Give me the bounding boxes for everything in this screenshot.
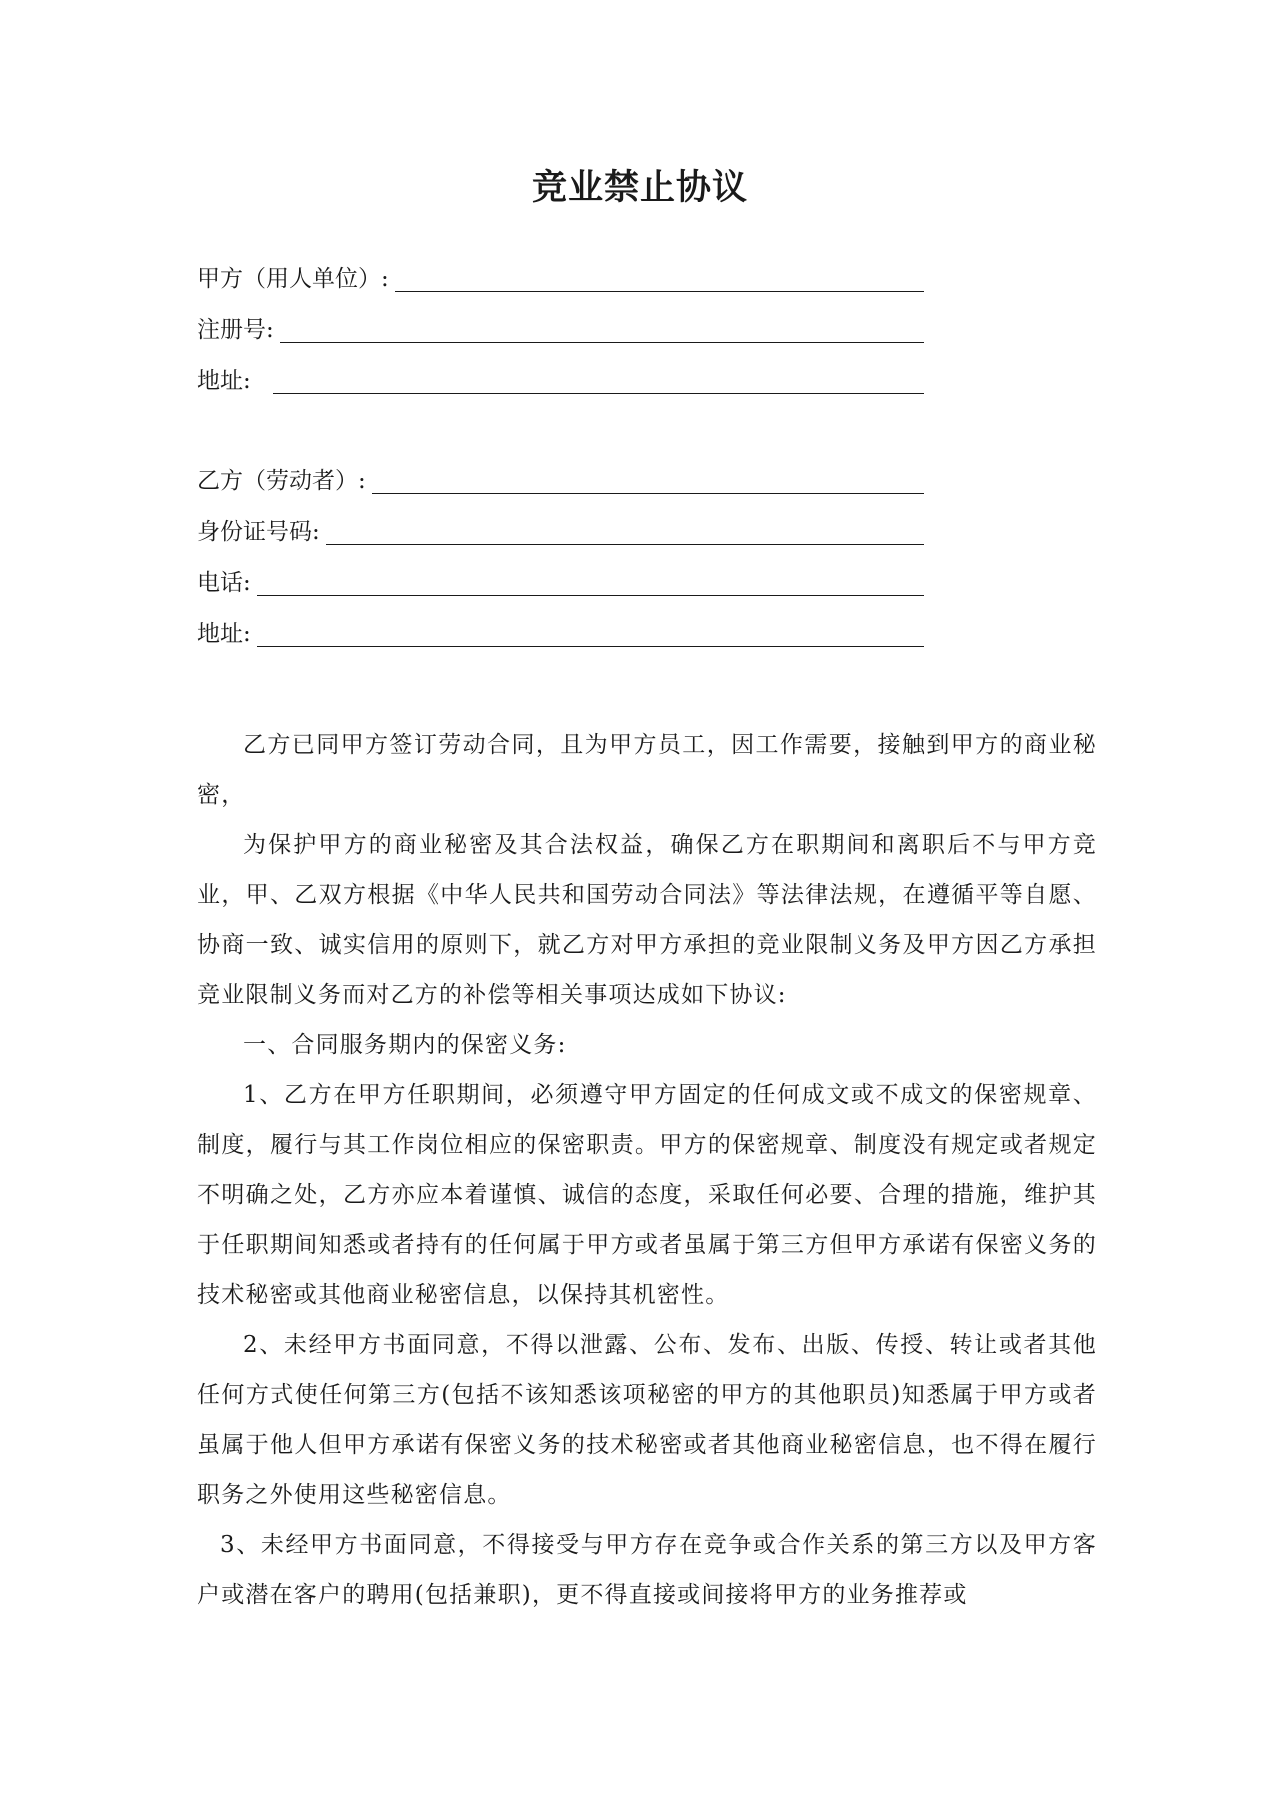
party-a-address-label: 地址:	[197, 368, 251, 394]
party-a-registration-blank[interactable]	[280, 342, 924, 343]
party-a-name-label: 甲方（用人单位）:	[197, 266, 389, 292]
party-a-address-field[interactable]	[197, 364, 924, 398]
party-b-address-field[interactable]	[197, 617, 924, 651]
clause-3-paragraph: 3、未经甲方书面同意，不得接受与甲方存在竞争或合作关系的第三方以及甲方客户或潜在客户的聘用(包括兼职)，更不得直接或间接将甲方的业务推荐或	[197, 1532, 1097, 1608]
party-b-name-label: 乙方（劳动者）:	[197, 468, 366, 494]
party-a-registration-field[interactable]	[197, 313, 924, 347]
clause-1-paragraph: 1、乙方在甲方任职期间，必须遵守甲方固定的任何成文或不成文的保密规章、制度，履行与其工作岗位相应的保密职责。甲方的保密规章、制度没有规定或者规定不明确之处，乙方亦应本着谨慎、诚信的态度，采取任何必要、合理的措施，维护其于任职期间知悉或者持有的任何属于甲方或者虽属于第三方但甲方承诺有保密义务的技术秘密或其他商业秘密信息，以保持其机密性。	[197, 1082, 1097, 1308]
party-b-name-field[interactable]	[197, 464, 924, 498]
purpose-paragraph: 为保护甲方的商业秘密及其合法权益，确保乙方在职期间和离职后不与甲方竞业，甲、乙双方根据《中华人民共和国劳动合同法》等法律法规，在遵循平等自愿、协商一致、诚实信用的原则下，就乙方对甲方承担的竞业限制义务及甲方因乙方承担竞业限制义务而对乙方的补偿等相关事项达成如下协议:	[197, 832, 1097, 1008]
intro-paragraph: 乙方已同甲方签订劳动合同，且为甲方员工，因工作需要，接触到甲方的商业秘密，	[197, 732, 1097, 808]
party-a-registration-label: 注册号:	[197, 317, 274, 343]
party-b-phone-field[interactable]	[197, 566, 924, 600]
party-b-address-label: 地址:	[197, 621, 251, 647]
party-a-name-field[interactable]	[197, 262, 924, 296]
party-b-phone-blank[interactable]	[257, 595, 924, 596]
clause-2-paragraph: 2、未经甲方书面同意，不得以泄露、公布、发布、出版、传授、转让或者其他任何方式使任何第三方(包括不该知悉该项秘密的甲方的其他职员)知悉属于甲方或者虽属于他人但甲方承诺有保密义务的技术秘密或者其他商业秘密信息，也不得在履行职务之外使用这些秘密信息。	[197, 1332, 1097, 1508]
party-b-id-blank[interactable]	[326, 544, 924, 545]
party-b-name-blank[interactable]	[372, 493, 924, 494]
agreement-body	[197, 720, 1097, 1620]
party-b-address-blank[interactable]	[257, 646, 924, 647]
document-title: 竞业禁止协议	[531, 168, 748, 208]
party-a-name-blank[interactable]	[395, 291, 924, 292]
party-b-id-label: 身份证号码:	[197, 519, 320, 545]
party-b-phone-label: 电话:	[197, 570, 251, 596]
party-b-id-field[interactable]	[197, 515, 924, 549]
party-a-address-blank[interactable]	[273, 393, 924, 394]
section-one-heading: 一、合同服务期内的保密义务:	[243, 1032, 567, 1058]
